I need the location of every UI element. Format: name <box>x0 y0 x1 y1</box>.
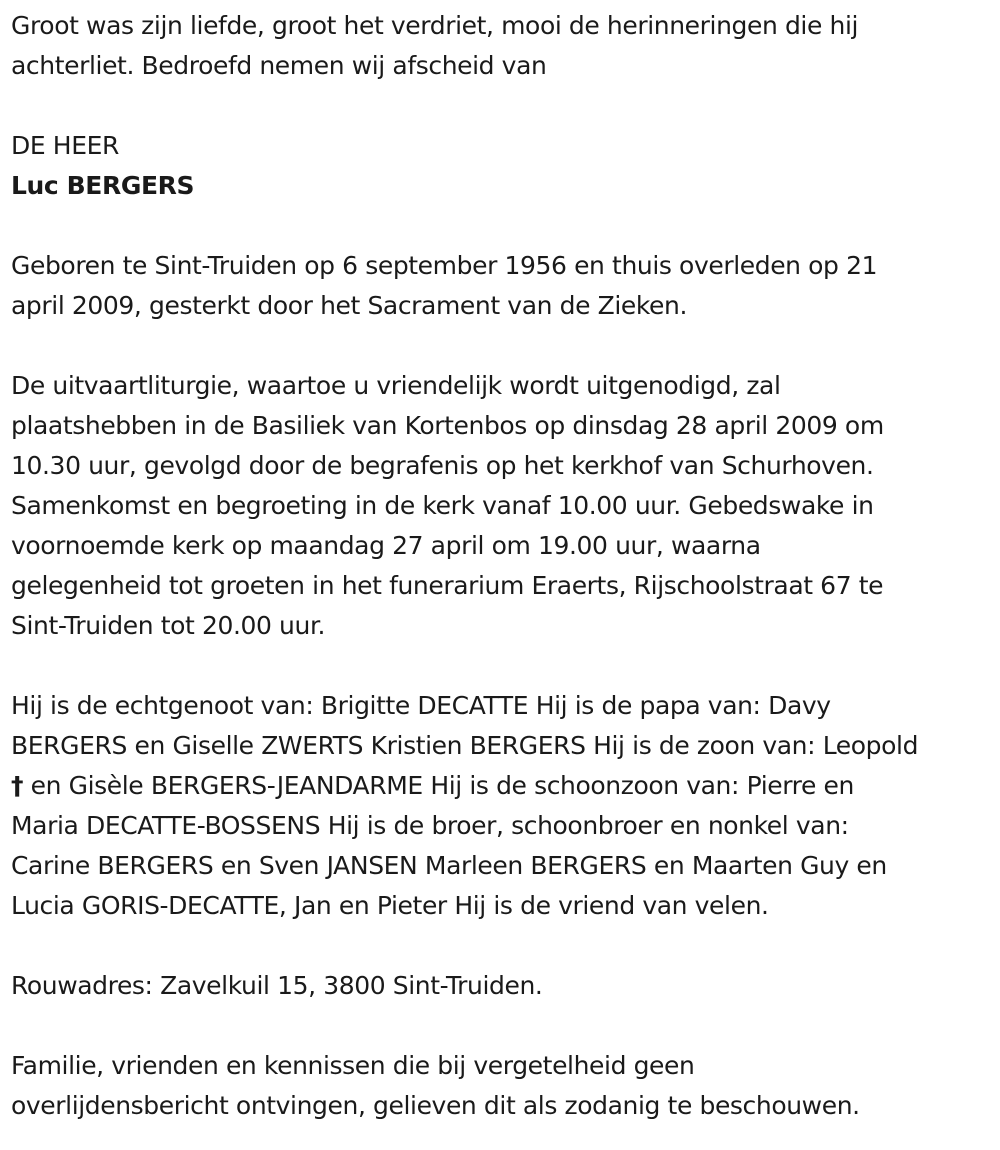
cross-icon: † <box>11 771 24 800</box>
obituary-notice <box>11 6 991 1126</box>
deceased-name: Luc BERGERS <box>11 171 195 200</box>
spacer <box>11 326 991 366</box>
intro-paragraph <box>11 6 991 86</box>
family-line: Lucia GORIS-DECATTE, Jan en Pieter Hij is de vriend van velen. <box>11 891 769 920</box>
spacer <box>11 206 991 246</box>
closing-paragraph <box>11 1046 991 1126</box>
honorific-title: DE HEER <box>11 131 119 160</box>
family-line: BERGERS en Giselle ZWERTS Kristien BERGERS Hij is de zoon van: Leopold <box>11 731 919 760</box>
birth-line: april 2009, gesterkt door het Sacrament van de Zieken. <box>11 291 688 320</box>
closing-line: Familie, vrienden en kennissen die bij vergetelheid geen <box>11 1051 695 1080</box>
ceremony-paragraph <box>11 366 991 646</box>
spacer <box>11 86 991 126</box>
family-line: Hij is de echtgenoot van: Brigitte DECATTE Hij is de papa van: Davy <box>11 691 831 720</box>
family-line: Maria DECATTE-BOSSENS Hij is de broer, schoonbroer en nonkel van: <box>11 811 849 840</box>
closing-line: overlijdensbericht ontvingen, gelieven dit als zodanig te beschouwen. <box>11 1091 860 1120</box>
ceremony-line: gelegenheid tot groeten in het funerarium Eraerts, Rijschoolstraat 67 te <box>11 571 884 600</box>
ceremony-line: plaatshebben in de Basiliek van Kortenbos op dinsdag 28 april 2009 om <box>11 411 884 440</box>
spacer <box>11 926 991 966</box>
ceremony-line: Sint-Truiden tot 20.00 uur. <box>11 611 326 640</box>
ceremony-line: voornoemde kerk op maandag 27 april om 19.00 uur, waarna <box>11 531 761 560</box>
mourning-address: Rouwadres: Zavelkuil 15, 3800 Sint-Truiden. <box>11 971 543 1000</box>
ceremony-line: De uitvaartliturgie, waartoe u vriendelijk wordt uitgenodigd, zal <box>11 371 781 400</box>
ceremony-line: 10.30 uur, gevolgd door de begrafenis op het kerkhof van Schurhoven. <box>11 451 874 480</box>
birth-line: Geboren te Sint-Truiden op 6 september 1956 en thuis overleden op 21 <box>11 251 878 280</box>
family-line: Carine BERGERS en Sven JANSEN Marleen BERGERS en Maarten Guy en <box>11 851 887 880</box>
family-line <box>11 766 991 806</box>
intro-line: Groot was zijn liefde, groot het verdriet, mooi de herinneringen die hij <box>11 11 859 40</box>
family-line-text: en Gisèle BERGERS-JEANDARME Hij is de schoonzoon van: Pierre en <box>23 771 854 800</box>
intro-line: achterliet. Bedroefd nemen wij afscheid van <box>11 51 547 80</box>
ceremony-line: Samenkomst en begroeting in de kerk vanaf 10.00 uur. Gebedswake in <box>11 491 874 520</box>
spacer <box>11 1006 991 1046</box>
spacer <box>11 646 991 686</box>
family-paragraph <box>11 686 991 926</box>
birth-death-paragraph <box>11 246 991 326</box>
